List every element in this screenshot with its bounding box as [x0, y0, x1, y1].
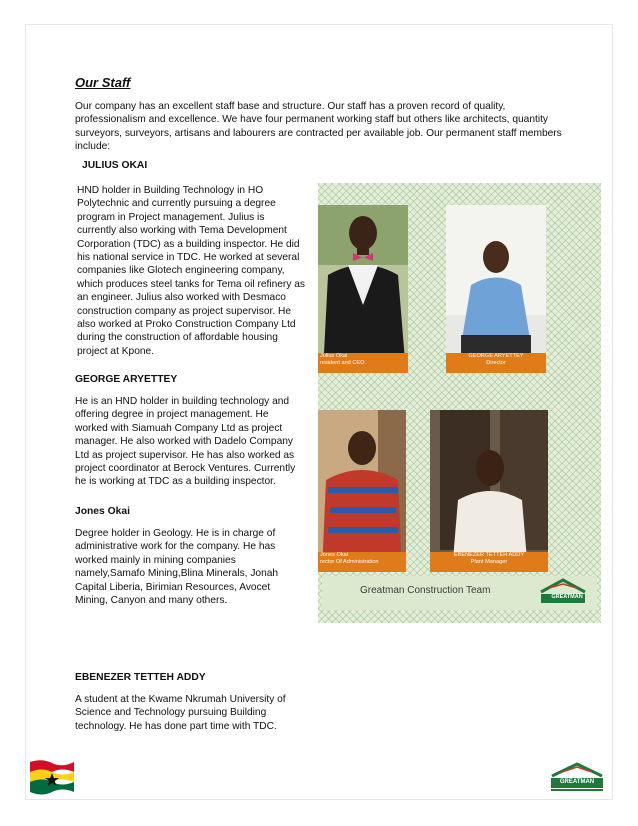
section-title: Our Staff	[75, 75, 131, 90]
caption-jones-role: rector Of Administration	[320, 559, 379, 565]
staff-name-ebenezer: EBENEZER TETTEH ADDY	[75, 672, 206, 683]
caption-ebenezer	[430, 552, 548, 572]
staff-name-george: GEORGE ARYETTEY	[75, 374, 178, 385]
photo-julius	[318, 205, 408, 373]
caption-jones	[318, 552, 406, 572]
caption-julius	[318, 353, 408, 373]
caption-george-role: Director	[486, 360, 506, 366]
caption-julius-role: resident and CEO	[320, 360, 365, 366]
company-logo-icon	[537, 578, 589, 608]
ghana-flag-icon	[28, 758, 76, 796]
caption-ebenezer-name: EBENEZER TETTEH ADDY	[453, 552, 525, 558]
photo-jones	[318, 410, 406, 572]
footer-logo-text: GREATMAN	[559, 779, 595, 785]
caption-jones-name: Jones Okai	[320, 552, 348, 558]
team-banner-text: Greatman Construction Team	[360, 585, 491, 596]
staff-bio-julius: HND holder in Building Technology in HO Polytechnic and currently pursuing a degree program in Project management. Julius is currently also working with Tema Development Corporation (TDC) as a building inspector. He did his national service in TDC. He worked at several companies like Glotech engineering company, which produces steel tanks for Tema oil refinery as an engineer. Julius also worked with Desmaco construction company as project supervisor. He also worked at Proko Construction Company Ltd during the construction of affordable housing project at Kpone.	[77, 185, 306, 357]
banner-logo-text: GREATMAN	[551, 594, 583, 600]
staff-bio-jones: Degree holder in Geology. He is in charge of administrative work for the company. He has worked mainly in mining companies namely,Samafo Mining,Blina Minerals, Jonah Capital Liberia, Birimian Resources, Avocet Mining, Canyon and many others.	[75, 528, 279, 607]
staff-photo-collage	[318, 183, 601, 623]
caption-george	[446, 353, 546, 373]
photo-ebenezer	[430, 410, 548, 572]
team-banner	[322, 576, 597, 610]
intro-paragraph: Our company has an excellent staff base and structure. Our staff has a proven record of quality, professionalism and excellence. We have four permanent working staff but others like architects, quantity surveyors, surveyors, artisans and labourers are contracted per available job. Our permanent staff members include:	[75, 101, 562, 153]
photo-george	[446, 205, 546, 373]
caption-ebenezer-role: Plant Manager	[470, 559, 508, 565]
staff-bio-george: He is an HND holder in building technology and offering degree in project management. He worked with Siamuah Company Ltd as project manager. He also worked with Dadelo Company Ltd as project supervisor. He has also worked as project coordinator at Berock Ventures. Currently he is working at TDC as a building inspector.	[75, 396, 296, 488]
staff-name-julius: JULIUS OKAI	[82, 160, 148, 171]
staff-bio-ebenezer: A student at the Kwame Nkrumah University of Science and Technology pursuing Building technology. He has done part time with TDC.	[75, 694, 286, 732]
staff-name-jones: Jones Okai	[75, 506, 130, 517]
greatman-logo-icon	[548, 762, 606, 794]
caption-julius-name: Julius Okai	[320, 353, 348, 359]
caption-george-name: GEORGE ARYETTEY	[468, 353, 524, 359]
